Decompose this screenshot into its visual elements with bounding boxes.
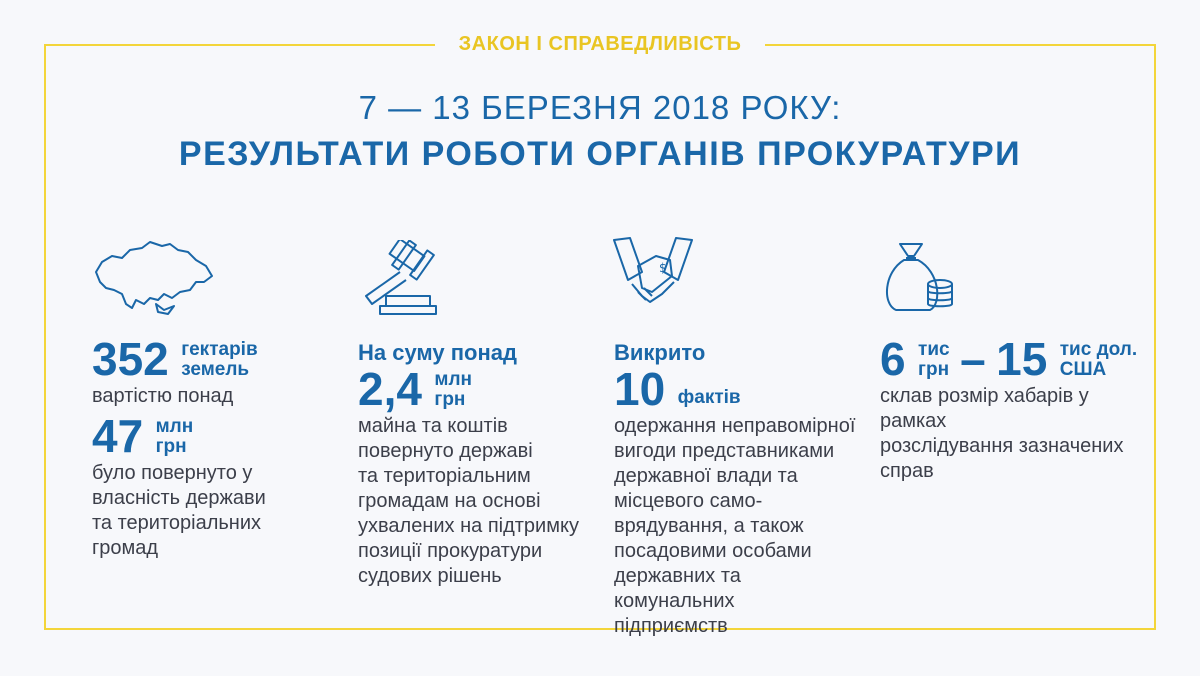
stat-number-amount: 2,4 (358, 363, 422, 415)
page-title: РЕЗУЛЬТАТИ РОБОТИ ОРГАНІВ ПРОКУРАТУРИ (178, 135, 1022, 173)
gavel-icon (356, 240, 442, 318)
stat-number-facts: 10 (614, 363, 666, 415)
stat-number-value: 47 (92, 410, 144, 462)
stat-column-land: 352 гектарів земель вартістю понад 47 млн грн було повернуто у власність держави та територіальних громад (92, 336, 332, 561)
page-title-dates: 7 — 13 БЕРЕЗНЯ 2018 РОКУ: (358, 89, 842, 126)
stat-number-min: 6 (880, 333, 906, 385)
stat-column-bribery: Викрито 10 фактів одержання неправомірної вигоди представниками державної влади та місцевого само- врядування, а також посадовими особами державних та комунальних підприємств (614, 340, 864, 639)
svg-text:$: $ (659, 261, 667, 275)
stat-description: майна та коштів повернуто державі та територіальним громадам на основі ухвалених на підтримку позиції прокуратури судових рішень (358, 415, 579, 587)
stat-column-assets: На суму понад 2,4 млн грн майна та коштів повернуто державі та територіальним громадам на основі ухвалених на підтримку позиції прокуратури судових рішень (358, 340, 598, 589)
stat-number-max: 15 (996, 333, 1048, 385)
section-label: ЗАКОН І СПРАВЕДЛИВІСТЬ (0, 30, 1200, 58)
money-bag-icon (876, 240, 956, 314)
stat-number-hectares: 352 (92, 333, 169, 385)
stat-column-bribe-size: 6 тис грн – 15 тис дол. США склав розмір хабарів у рамках розслідування зазначених справ (880, 336, 1150, 484)
stat-description: одержання неправомірної вигоди представниками державної влади та місцевого само- врядування, а також посадовими особами державних та комунальних підприємств (614, 415, 856, 637)
ukraine-map-icon (92, 238, 216, 318)
stat-description: було повернуто у власність держави та територіальних громад (92, 462, 266, 559)
handshake-bribe-icon (612, 236, 694, 316)
stat-description: склав розмір хабарів у рамках розслідування зазначених справ (880, 385, 1124, 482)
